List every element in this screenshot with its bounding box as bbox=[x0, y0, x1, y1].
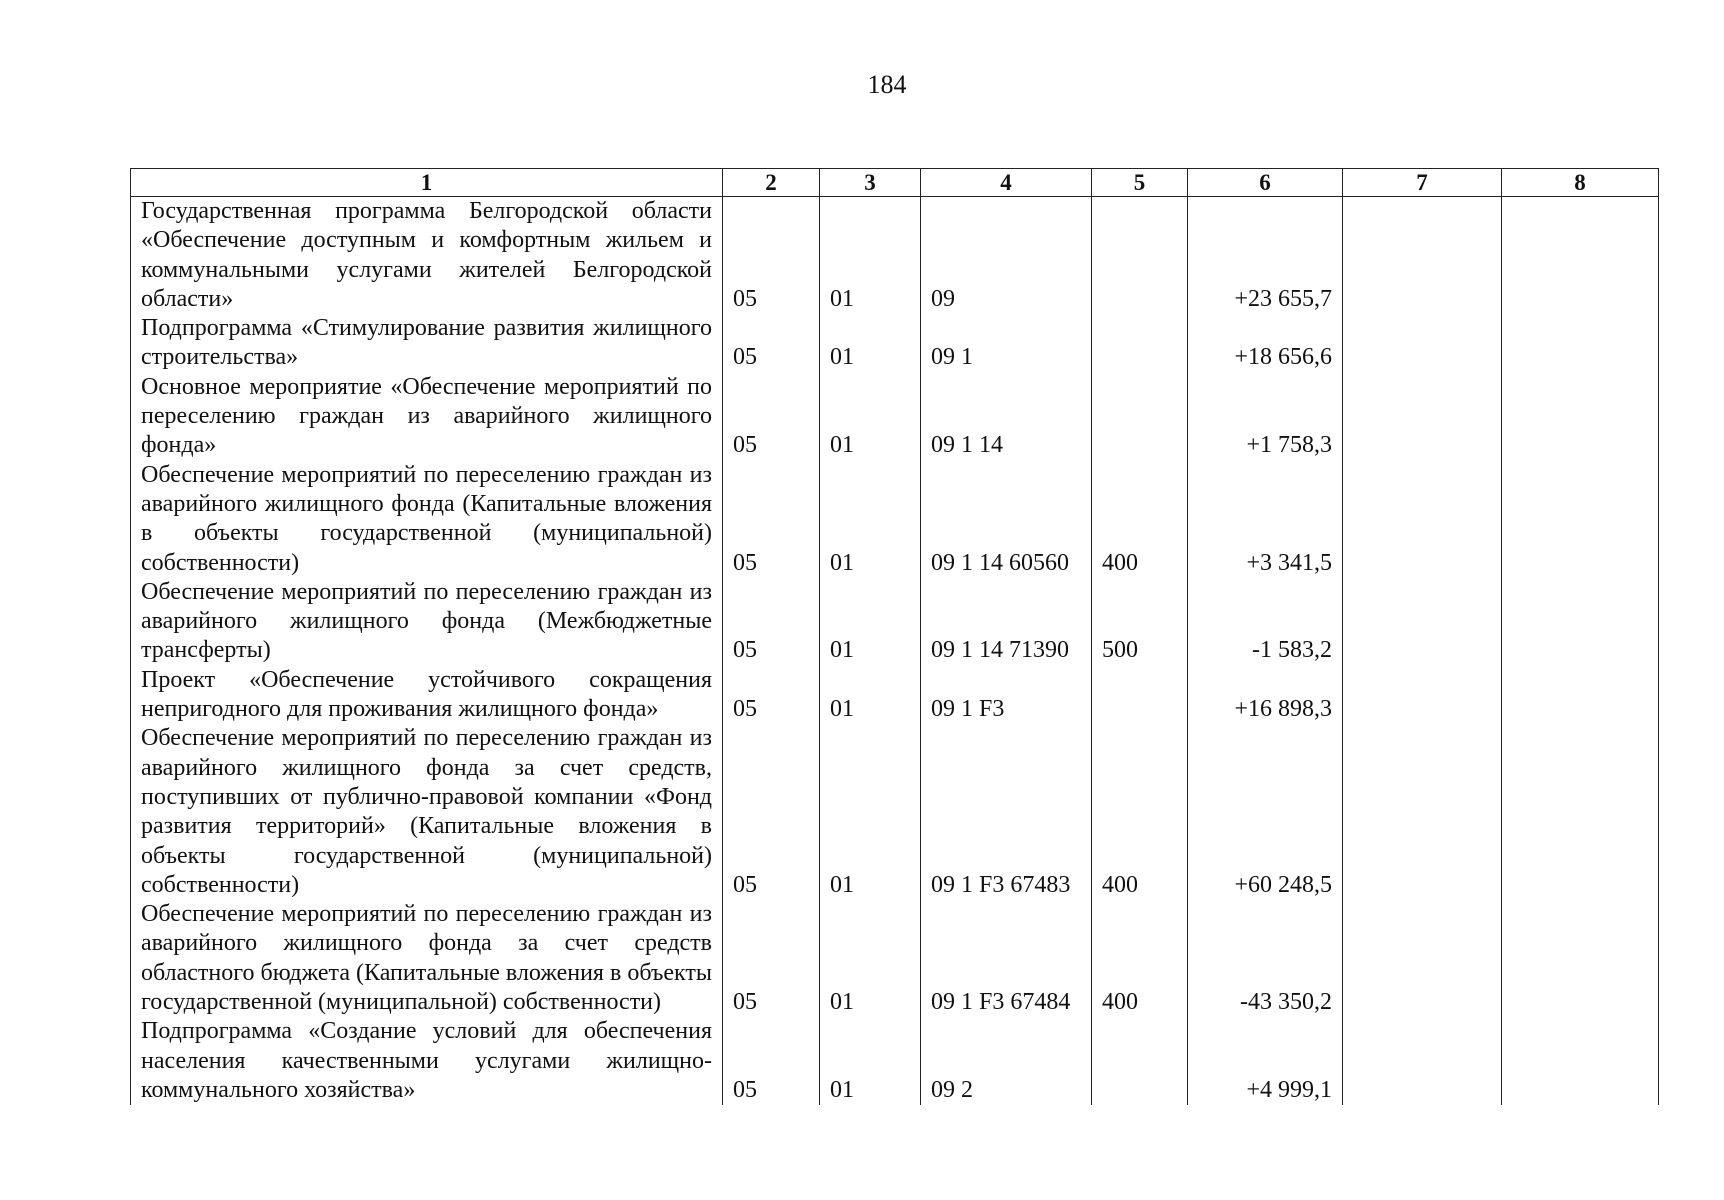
row-section: 05 bbox=[723, 461, 820, 578]
column-header-7: 7 bbox=[1343, 169, 1502, 197]
table-row bbox=[131, 197, 1659, 315]
table-row bbox=[131, 578, 1659, 666]
row-target: 09 1 bbox=[921, 314, 1092, 373]
row-expense-type bbox=[1092, 373, 1188, 461]
row-col7 bbox=[1343, 578, 1502, 666]
row-expense-type bbox=[1092, 197, 1188, 315]
table-row bbox=[131, 314, 1659, 373]
row-expense-type: 400 bbox=[1092, 461, 1188, 578]
row-name: Обеспечение мероприятий по переселению граждан из аварийного жилищного фонда (Капитальные вложения в объекты государственной (муниципальной) собственности) bbox=[131, 461, 723, 578]
column-header-5: 5 bbox=[1092, 169, 1188, 197]
row-col7 bbox=[1343, 197, 1502, 315]
row-target: 09 1 F3 67483 bbox=[921, 724, 1092, 900]
row-subsection: 01 bbox=[820, 373, 921, 461]
row-target: 09 1 14 bbox=[921, 373, 1092, 461]
row-col7 bbox=[1343, 373, 1502, 461]
row-subsection: 01 bbox=[820, 724, 921, 900]
row-section: 05 bbox=[723, 1017, 820, 1105]
budget-table bbox=[130, 168, 1659, 1105]
table-row bbox=[131, 724, 1659, 900]
row-subsection: 01 bbox=[820, 900, 921, 1017]
row-subsection: 01 bbox=[820, 197, 921, 315]
row-expense-type bbox=[1092, 314, 1188, 373]
row-subsection: 01 bbox=[820, 1017, 921, 1105]
table-row bbox=[131, 900, 1659, 1017]
column-header-2: 2 bbox=[723, 169, 820, 197]
table-row bbox=[131, 373, 1659, 461]
column-header-3: 3 bbox=[820, 169, 921, 197]
row-amount: -1 583,2 bbox=[1188, 578, 1343, 666]
row-col8 bbox=[1502, 666, 1659, 725]
row-section: 05 bbox=[723, 900, 820, 1017]
row-subsection: 01 bbox=[820, 461, 921, 578]
row-section: 05 bbox=[723, 578, 820, 666]
row-col8 bbox=[1502, 373, 1659, 461]
table-row bbox=[131, 1017, 1659, 1105]
row-col8 bbox=[1502, 197, 1659, 315]
row-col7 bbox=[1343, 666, 1502, 725]
table-row bbox=[131, 461, 1659, 578]
row-amount: +3 341,5 bbox=[1188, 461, 1343, 578]
page-number: 184 bbox=[867, 70, 907, 99]
row-amount: +18 656,6 bbox=[1188, 314, 1343, 373]
row-target: 09 1 14 60560 bbox=[921, 461, 1092, 578]
row-section: 05 bbox=[723, 314, 820, 373]
row-subsection: 01 bbox=[820, 666, 921, 725]
row-section: 05 bbox=[723, 373, 820, 461]
row-target: 09 2 bbox=[921, 1017, 1092, 1105]
row-col8 bbox=[1502, 578, 1659, 666]
row-target: 09 bbox=[921, 197, 1092, 315]
row-col7 bbox=[1343, 1017, 1502, 1105]
row-amount: +4 999,1 bbox=[1188, 1017, 1343, 1105]
row-target: 09 1 F3 67484 bbox=[921, 900, 1092, 1017]
row-name: Обеспечение мероприятий по переселению граждан из аварийного жилищного фонда за счет средств, поступивших от публично-правовой компании «Фонд развития территорий» (Капитальные вложения в объекты государственной (муниципальной) собственности) bbox=[131, 724, 723, 900]
column-header-1: 1 bbox=[131, 169, 723, 197]
row-name: Государственная программа Белгородской области «Обеспечение доступным и комфортным жильем и коммунальными услугами жителей Белгородской области» bbox=[131, 197, 723, 315]
row-amount: +23 655,7 bbox=[1188, 197, 1343, 315]
row-col7 bbox=[1343, 461, 1502, 578]
row-section: 05 bbox=[723, 724, 820, 900]
row-expense-type: 400 bbox=[1092, 900, 1188, 1017]
column-header-4: 4 bbox=[921, 169, 1092, 197]
row-col8 bbox=[1502, 1017, 1659, 1105]
table-row bbox=[131, 666, 1659, 725]
row-amount: +16 898,3 bbox=[1188, 666, 1343, 725]
row-col7 bbox=[1343, 724, 1502, 900]
row-name: Обеспечение мероприятий по переселению граждан из аварийного жилищного фонда за счет средств областного бюджета (Капитальные вложения в объекты государственной (муниципальной) собственности) bbox=[131, 900, 723, 1017]
row-expense-type bbox=[1092, 1017, 1188, 1105]
row-col8 bbox=[1502, 461, 1659, 578]
row-section: 05 bbox=[723, 197, 820, 315]
row-col7 bbox=[1343, 314, 1502, 373]
row-amount: -43 350,2 bbox=[1188, 900, 1343, 1017]
row-subsection: 01 bbox=[820, 314, 921, 373]
row-target: 09 1 14 71390 bbox=[921, 578, 1092, 666]
row-expense-type: 500 bbox=[1092, 578, 1188, 666]
row-col8 bbox=[1502, 314, 1659, 373]
row-amount: +1 758,3 bbox=[1188, 373, 1343, 461]
row-expense-type: 400 bbox=[1092, 724, 1188, 900]
row-col8 bbox=[1502, 900, 1659, 1017]
row-target: 09 1 F3 bbox=[921, 666, 1092, 725]
row-name: Проект «Обеспечение устойчивого сокращения непригодного для проживания жилищного фонда» bbox=[131, 666, 723, 725]
row-name: Подпрограмма «Стимулирование развития жилищного строительства» bbox=[131, 314, 723, 373]
column-header-6: 6 bbox=[1188, 169, 1343, 197]
row-col8 bbox=[1502, 724, 1659, 900]
row-section: 05 bbox=[723, 666, 820, 725]
row-expense-type bbox=[1092, 666, 1188, 725]
row-amount: +60 248,5 bbox=[1188, 724, 1343, 900]
table-header-row bbox=[131, 169, 1659, 197]
column-header-8: 8 bbox=[1502, 169, 1659, 197]
row-name: Основное мероприятие «Обеспечение мероприятий по переселению граждан из аварийного жилищного фонда» bbox=[131, 373, 723, 461]
row-subsection: 01 bbox=[820, 578, 921, 666]
row-col7 bbox=[1343, 900, 1502, 1017]
row-name: Подпрограмма «Создание условий для обеспечения населения качественными услугами жилищно-коммунального хозяйства» bbox=[131, 1017, 723, 1105]
row-name: Обеспечение мероприятий по переселению граждан из аварийного жилищного фонда (Межбюджетные трансферты) bbox=[131, 578, 723, 666]
